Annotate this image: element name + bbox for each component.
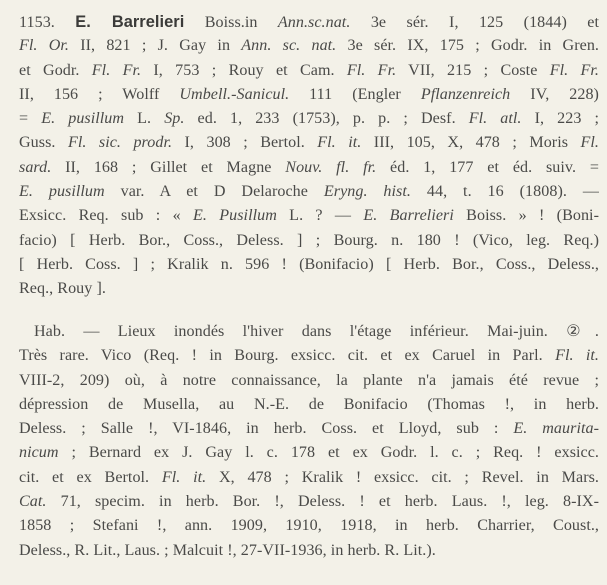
italic-text: Fl. Fr. [91,61,142,79]
habitat-line [19,393,599,417]
italic-text: E. pusillum [41,110,125,128]
text-run: ed. 1, 233 (1753), p. p. ; Desf. [184,110,469,128]
italic-text: E. Pusillum [193,207,277,225]
entry-line [19,10,599,34]
italic-text: Fl. it. [555,347,599,365]
italic-text: sard. [19,158,52,176]
italic-text: nicum [19,444,59,462]
entry-line [19,180,599,204]
text-run: éd. 1, 177 et éd. suiv. = [376,158,599,176]
text-run: I, 753 ; Rouy et Cam. [141,61,347,79]
italic-text: E. Barrelieri [363,207,454,225]
text-run: cit. et ex Bertol. [19,468,162,486]
text-run: Boiss.in [184,14,278,31]
text-run: facio) [ Herb. Bor., Coss., Deless. ] ; Bourg. n. 180 ! (Vico, leg. Req.) [19,231,599,249]
entry-line [19,204,599,228]
italic-text: Fl. atl. [468,110,522,128]
habitat-line [19,369,599,393]
habitat-line [19,490,599,514]
text-run: VII, 215 ; Coste [396,61,550,79]
text-run: var. A et D Delaroche [104,183,324,201]
italic-text: Fl. Fr. [549,61,599,79]
text-run: II, 168 ; Gillet et Magne [51,158,286,176]
habitat-line [19,320,599,344]
italic-text: E. maurita- [513,420,599,438]
habitat-line [19,539,599,563]
entry-number: 1153. [19,14,55,31]
text-run: II, 156 ; Wolff [19,85,180,103]
text-run: L. [124,110,165,128]
habitat-line [19,417,599,441]
text-run: 71, specim. in herb. Bor. !, Deless. ! et herb. Laus. !, leg. 8-IX- [46,493,599,511]
text-run: X, 478 ; Kralik ! exsicc. cit. ; Revel. in Mars. [206,468,599,486]
text-run: [ Herb. Coss. ] ; Kralik n. 596 ! (Bonifacio) [ Herb. Bor., Coss., Deless., [19,255,599,273]
text-run: 44, t. 16 (1808). — [410,183,599,201]
italic-text: Ann. sc. nat. [241,37,337,55]
habitat-line [19,514,599,538]
species-entry [19,10,599,302]
text-run: Req., Rouy ]. [19,280,106,298]
entry-line [19,253,599,277]
italic-text: Nouv. fl. fr. [285,158,377,176]
text-run: 1858 ; Stefani !, ann. 1909, 1910, 1918, in herb. Charrier, Coust., [19,517,599,535]
entry-line [19,156,599,180]
entry-line [19,34,599,58]
italic-text: Fl. sic. prodr. [67,134,173,152]
text-run: IV, 228) [510,85,599,103]
italic-text: Umbell.-Sanicul. [179,85,290,103]
text-run: dépression de Musella, au N.-E. de Bonifacio (Thomas !, in herb. [19,395,599,413]
italic-text: Cat. [19,493,47,511]
text-run: 3e sér. I, 125 (1844) et [350,14,599,31]
habitat-line [19,344,599,368]
entry-line [19,131,599,155]
italic-text: E. pusillum [19,183,105,201]
text-run: Guss. [19,134,68,152]
text-run: Exsicc. Req. sub : « [19,207,194,225]
text-run: Boiss. » ! (Boni- [453,207,599,225]
text-run: 3e sér. IX, 175 ; Godr. in Gren. [336,37,599,55]
entry-line [19,83,599,107]
text-run: 111 (Engler [289,85,421,103]
text-run: Deless., R. Lit., Laus. ; Malcuit !, 27-VII-1936, in herb. R. Lit.). [19,541,436,559]
text-run: I, 223 ; [521,110,599,128]
text-run: II, 821 ; J. Gay in [68,37,242,55]
text-run: Très rare. Vico (Req. ! in Bourg. exsicc. cit. et ex Caruel in Parl. [19,347,556,365]
habitat-line [19,441,599,465]
entry-line [19,107,599,131]
text-run: ; Bernard ex J. Gay l. c. 178 et ex Godr. l. c. ; Req. ! exsicc. [58,444,599,462]
text-run: I, 308 ; Bertol. [172,134,318,152]
italic-text: Fl. [580,134,599,152]
habitat-paragraph [19,320,599,563]
text-run: et Godr. [19,61,92,79]
text-run: Hab. — Lieux inondés l'hiver dans l'étage inférieur. Mai-juin. ②. [34,323,599,340]
italic-text: Pflanzenreich [420,85,511,103]
text-run: L. ? — [276,207,364,225]
habitat-line [19,466,599,490]
italic-text: Fl. it. [317,134,362,152]
entry-line [19,229,599,253]
italic-text: Fl. it. [161,468,207,486]
text-run: Deless. ; Salle !, VI-1846, in herb. Coss. et Lloyd, sub : [19,420,514,438]
italic-text: Sp. [164,110,185,128]
species-name: E. Barrelieri [75,13,185,31]
entry-line [19,59,599,83]
text-run: III, 105, X, 478 ; Moris [361,134,581,152]
italic-text: Fl. Fr. [346,61,397,79]
text-run: = [19,110,42,128]
italic-text: Fl. Or. [19,37,69,55]
entry-line [19,277,599,301]
text-run: VIII-2, 209) où, à notre connaissance, la plante n'a jamais été revue ; [19,371,599,389]
italic-text: Eryng. hist. [323,183,411,201]
italic-text: Ann.sc.nat. [277,14,351,31]
